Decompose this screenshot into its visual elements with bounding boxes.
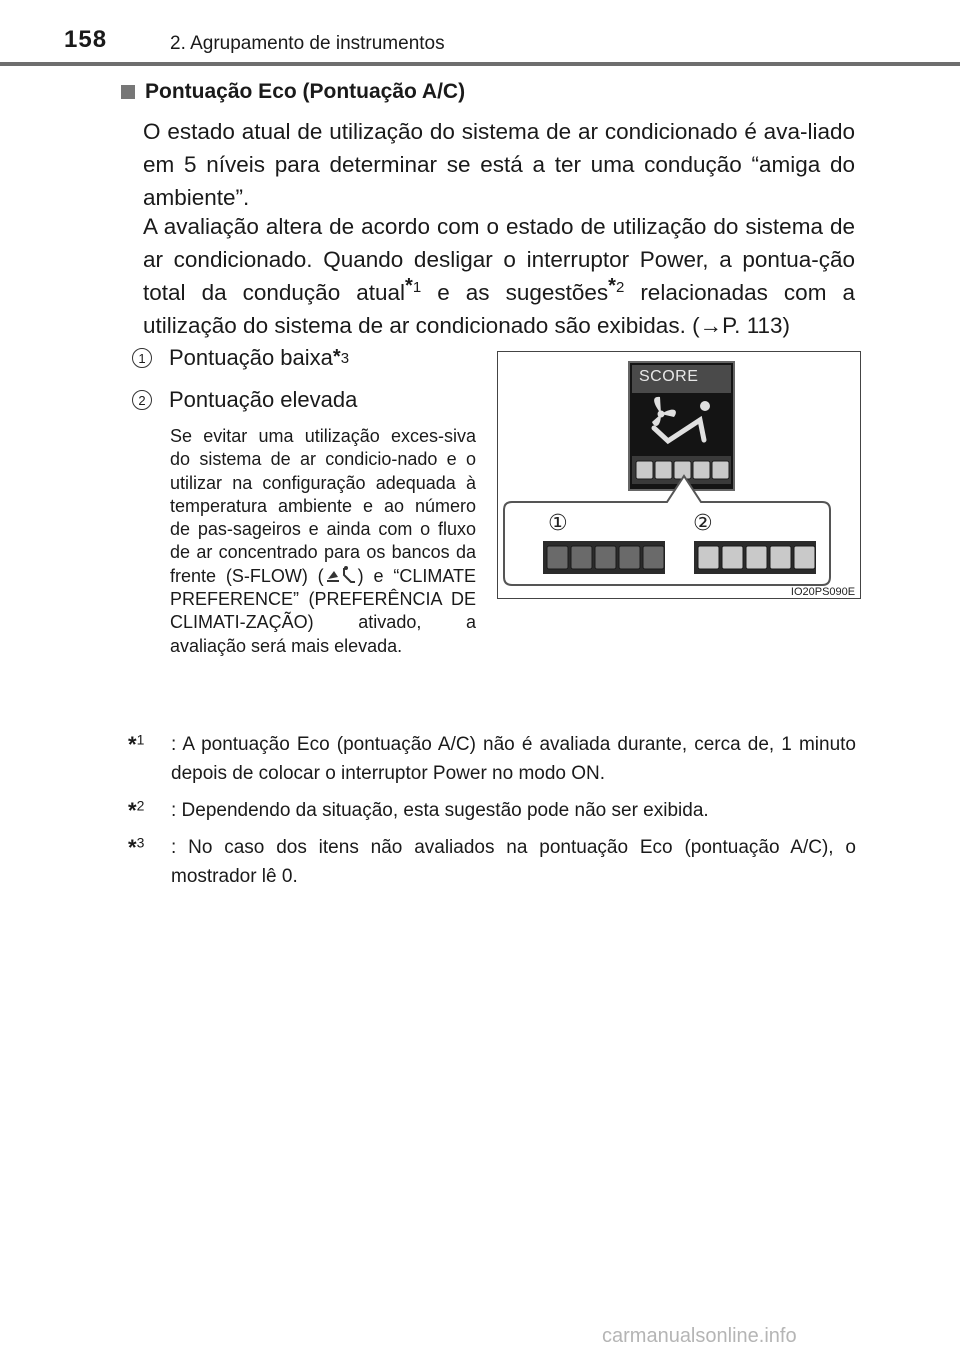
section-heading-text: Pontuação Eco (Pontuação A/C) xyxy=(145,80,466,103)
callout-number-1: ① xyxy=(548,510,568,535)
mini-score-cell-5 xyxy=(712,461,729,479)
footnote-ref-3: *3 xyxy=(332,346,350,368)
figure-code: IO20PS090E xyxy=(790,586,856,598)
page-ref-arrow-icon: → xyxy=(699,313,723,338)
high-score-cells xyxy=(698,546,815,569)
high-score-cell-2 xyxy=(722,546,743,569)
chapter-title: 2. Agrupamento de instrumentos xyxy=(170,33,445,54)
para2-text-3: relacionadas com a utilização do sistema de ar condicionado são exibidas. ( xyxy=(143,280,855,338)
intro-paragraph: O estado atual de utilização do sistema de ar condicionado é ava-liado em 5 níveis para determinar se está a ter uma condução “amiga do ambiente”. xyxy=(143,119,855,210)
mini-score-cell-1 xyxy=(636,461,653,479)
watermark: carmanualsonline.info xyxy=(602,1325,797,1347)
para2-text-1: A avaliação altera de acordo com o estado de utilização do sistema de ar condicionado. Quando desligar o interruptor Power, a pontua-ção total da condução atual xyxy=(143,214,855,305)
footnote-1-marker: *$^1$ xyxy=(128,731,145,757)
page-ref-link[interactable]: P. 113) xyxy=(722,313,791,338)
high-score-cell-4 xyxy=(770,546,791,569)
footnote-2-marker: *$^2$ xyxy=(128,797,145,823)
footnote-1-text: : A pontuação Eco (pontuação A/C) não é avaliada durante, cerca de, 1 minuto depois de colocar o interruptor Power no modo ON. xyxy=(171,734,856,784)
footnote-2 xyxy=(128,796,856,827)
footnote-ref-2: *2 xyxy=(608,274,625,297)
callout-number-2: ② xyxy=(693,510,713,535)
mini-score-cell-4 xyxy=(693,461,710,479)
para2-text-2: e as sugestões xyxy=(421,280,609,305)
low-score-cell-2 xyxy=(571,546,592,569)
high-score-cell-1 xyxy=(698,546,719,569)
high-score-cell-5 xyxy=(794,546,815,569)
mini-score-cell-3 xyxy=(674,461,691,479)
footnote-1 xyxy=(128,730,856,788)
low-score-cells xyxy=(547,546,664,569)
score-label: SCORE xyxy=(639,368,699,385)
footnote-ref-1: *1 xyxy=(405,274,422,297)
item-label-high-score: Pontuação elevada xyxy=(169,387,358,412)
note-text-1: Se evitar uma utilização exces-siva do sistema de ar condicio-nado e o utilizar na configuração adequada à temperatura ambiente e ao número de pas-sageiros e ainda com o fluxo de ar concentrado para os bancos da frente (S-FLOW) ( xyxy=(170,426,476,586)
note-text-2: ) e “CLIMATE PREFERENCE” (PREFERÊNCIA DE CLIMATI-ZAÇÃO) ativado, a avaliação será mais elevada. xyxy=(170,565,476,656)
mini-score-cell-2 xyxy=(655,461,672,479)
footnote-2-text: : Dependendo da situação, esta sugestão pode não ser exibida. xyxy=(171,800,709,821)
item-number-1: 1 xyxy=(132,348,152,368)
low-score-cell-3 xyxy=(595,546,616,569)
footnote-3 xyxy=(128,833,856,891)
mini-score-cells xyxy=(636,461,729,479)
footnote-3-text: : No caso dos itens não avaliados na pontuação Eco (pontuação A/C), o mostrador lê 0. xyxy=(171,837,856,887)
high-score-cell-3 xyxy=(746,546,767,569)
footnote-3-marker: *$^3$ xyxy=(128,834,145,860)
low-score-cell-5 xyxy=(643,546,664,569)
item-label-low-score: Pontuação baixa xyxy=(169,345,333,370)
item-number-2: 2 xyxy=(132,390,152,410)
low-score-cell-4 xyxy=(619,546,640,569)
low-score-cell-1 xyxy=(547,546,568,569)
page-number: 158 xyxy=(64,26,108,53)
